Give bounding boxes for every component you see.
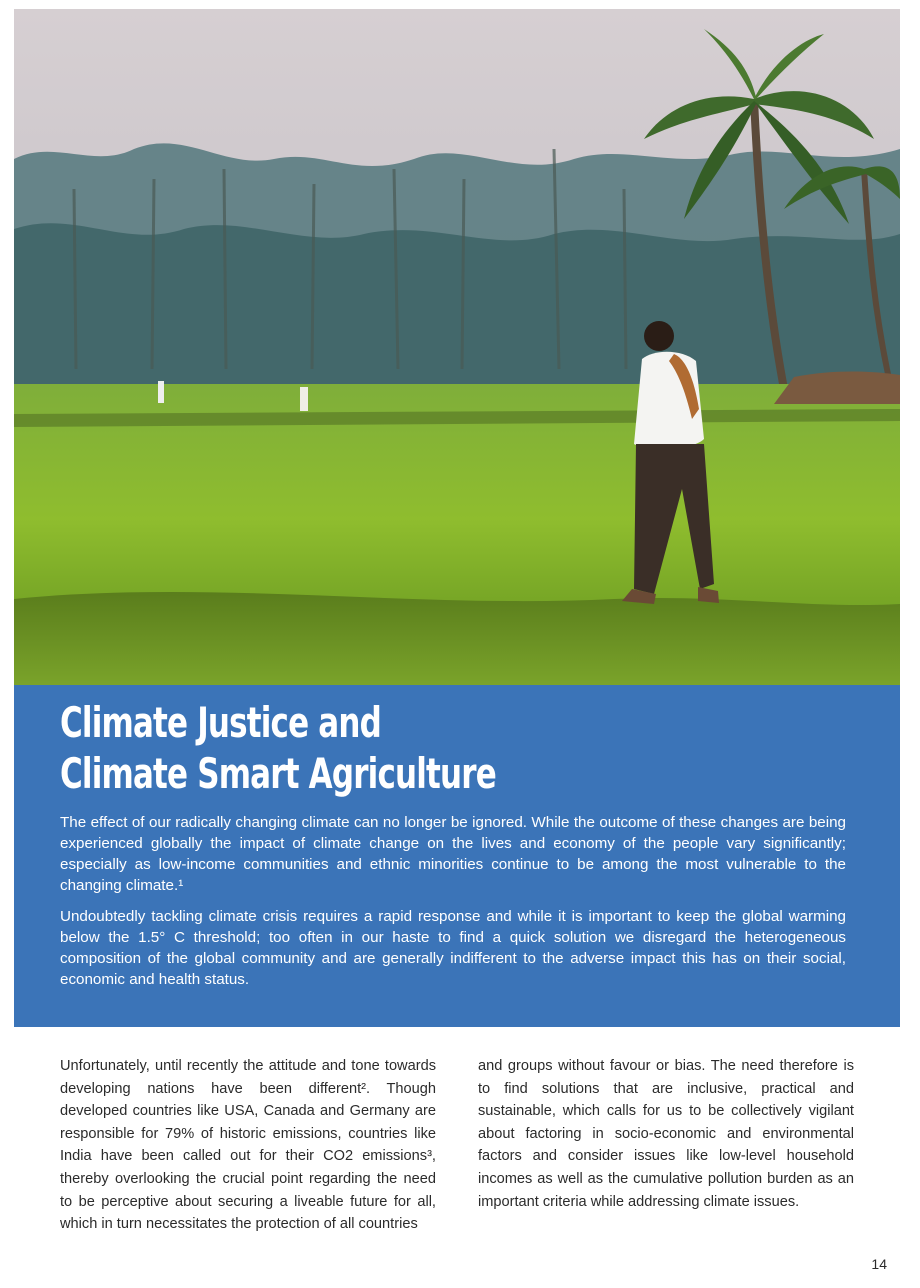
intro-paragraph-1: The effect of our radically changing climate can no longer be ignored. While the outcome of these changes are being experienced globally the impact of climate change on the lives and economy of the people vary significantly; especially as low-income communities and ethnic minorities continue to be among the most vulnerable to the changing climate.¹ (60, 814, 846, 894)
page-title-line-2: Climate Smart Agriculture (60, 749, 496, 798)
intro-paragraph-2: Undoubtedly tackling climate crisis requires a rapid response and while it is important to keep the global warming below the 1.5° C threshold; too often in our haste to find a quick solution we disregard the heterogeneous composition of the global community and are generally indifferent to the adverse impact this has on their social, economic and health status. (60, 908, 846, 988)
intro-text (60, 812, 846, 1000)
page-title (60, 697, 496, 799)
hero-photo (14, 9, 900, 685)
landscape-photo-icon (14, 9, 900, 685)
body-columns (60, 1055, 854, 1236)
page-title-line-1: Climate Justice and (60, 698, 381, 747)
body-column-right: and groups without favour or bias. The need therefore is to find solutions that are inclusive, practical and sustainable, which calls for us to be collectively vigilant about factoring in socio-economic and environmental factors and consider issues like low-level household incomes as well as the cumulative pollution burden as an important criteria while addressing climate issues. (478, 1058, 854, 1210)
intro-panel (14, 685, 900, 1027)
body-column-left: Unfortunately, until recently the attitude and tone towards developing nations have been different². Though developed countries like USA, Canada and Germany are responsible for 79% of historic emissions, countries like India have been called out for their CO2 emissions³, thereby overlooking the crucial point regarding the need to be perceptive about securing a liveable future for all, which in turn necessitates the protection of all countries (60, 1058, 436, 1233)
page-number: 14 (871, 1256, 887, 1272)
